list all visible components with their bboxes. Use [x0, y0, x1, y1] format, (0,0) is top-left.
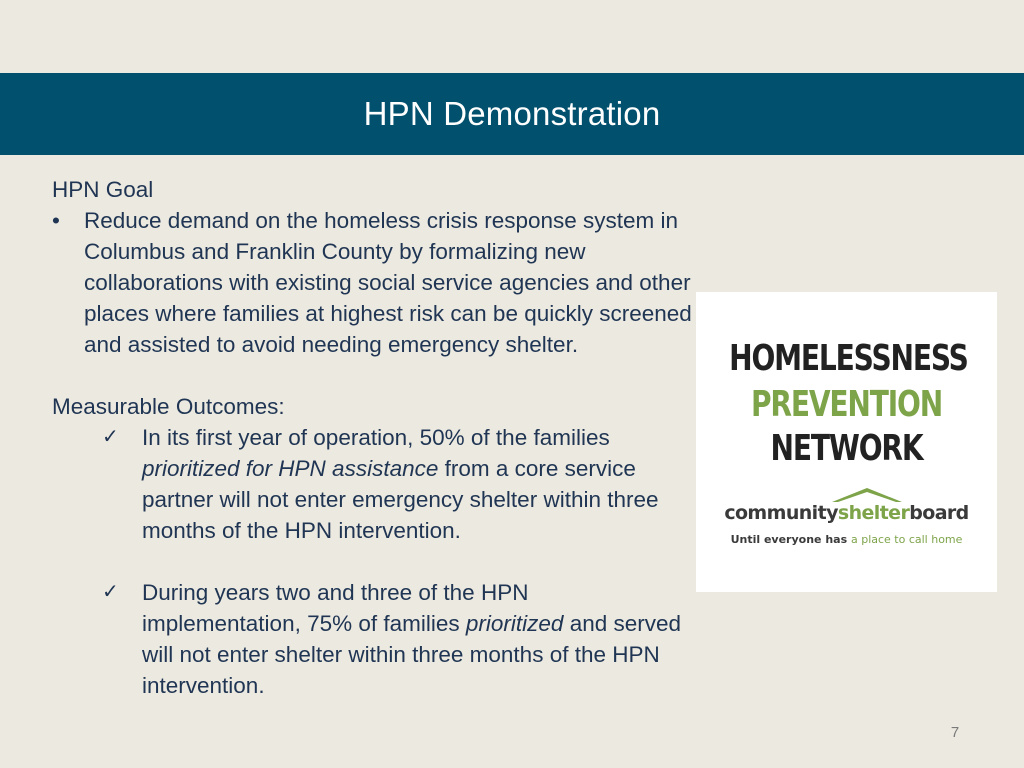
outcomes-list	[52, 422, 692, 701]
outcome-1-text-before: In its first year of operation, 50% of the families	[142, 425, 610, 450]
goal-heading: HPN Goal	[52, 177, 154, 202]
goal-bullet-list	[52, 205, 692, 360]
logo-line-homelessness: HOMELESSNESS	[729, 338, 968, 379]
page-number: 7	[950, 724, 960, 741]
outcome-1-text-after: from a core service partner will not enter emergency shelter within three months of the HPN intervention.	[142, 456, 659, 543]
community-shelter-board-logo: communityshelterboard	[724, 502, 969, 524]
outcome-item-1	[52, 422, 692, 546]
slide-content	[52, 174, 692, 701]
hpn-logo-card	[696, 292, 997, 592]
logo-line-prevention: PREVENTION	[750, 384, 943, 425]
title-bar	[0, 73, 1024, 155]
outcome-item-2	[52, 577, 692, 701]
checkmark-icon: ✓	[102, 426, 119, 448]
slide-title: HPN Demonstration	[363, 95, 661, 132]
logo-line-network: NETWORK	[770, 428, 923, 469]
outcome-2-text-after: and served will not enter shelter within three months of the HPN intervention.	[142, 611, 682, 698]
goal-bullet-text: Reduce demand on the homeless crisis response system in Columbus and Franklin County by formalizing new collaborations with existing social service agencies and other places where families at highest risk can be quickly screened and assisted to avoid needing emergency shelter.	[84, 208, 692, 357]
checkmark-icon: ✓	[102, 581, 119, 603]
goal-bullet-item	[52, 205, 692, 360]
outcome-2-text-before: During years two and three of the HPN implementation, 75% of families	[142, 580, 529, 636]
outcomes-heading: Measurable Outcomes:	[52, 394, 285, 419]
bullet-icon: •	[52, 208, 60, 233]
outcome-2-emphasis: prioritized	[465, 611, 564, 636]
outcome-1-emphasis: prioritized for HPN assistance	[142, 456, 439, 481]
logo-tagline: Until everyone has a place to call home	[730, 533, 963, 546]
